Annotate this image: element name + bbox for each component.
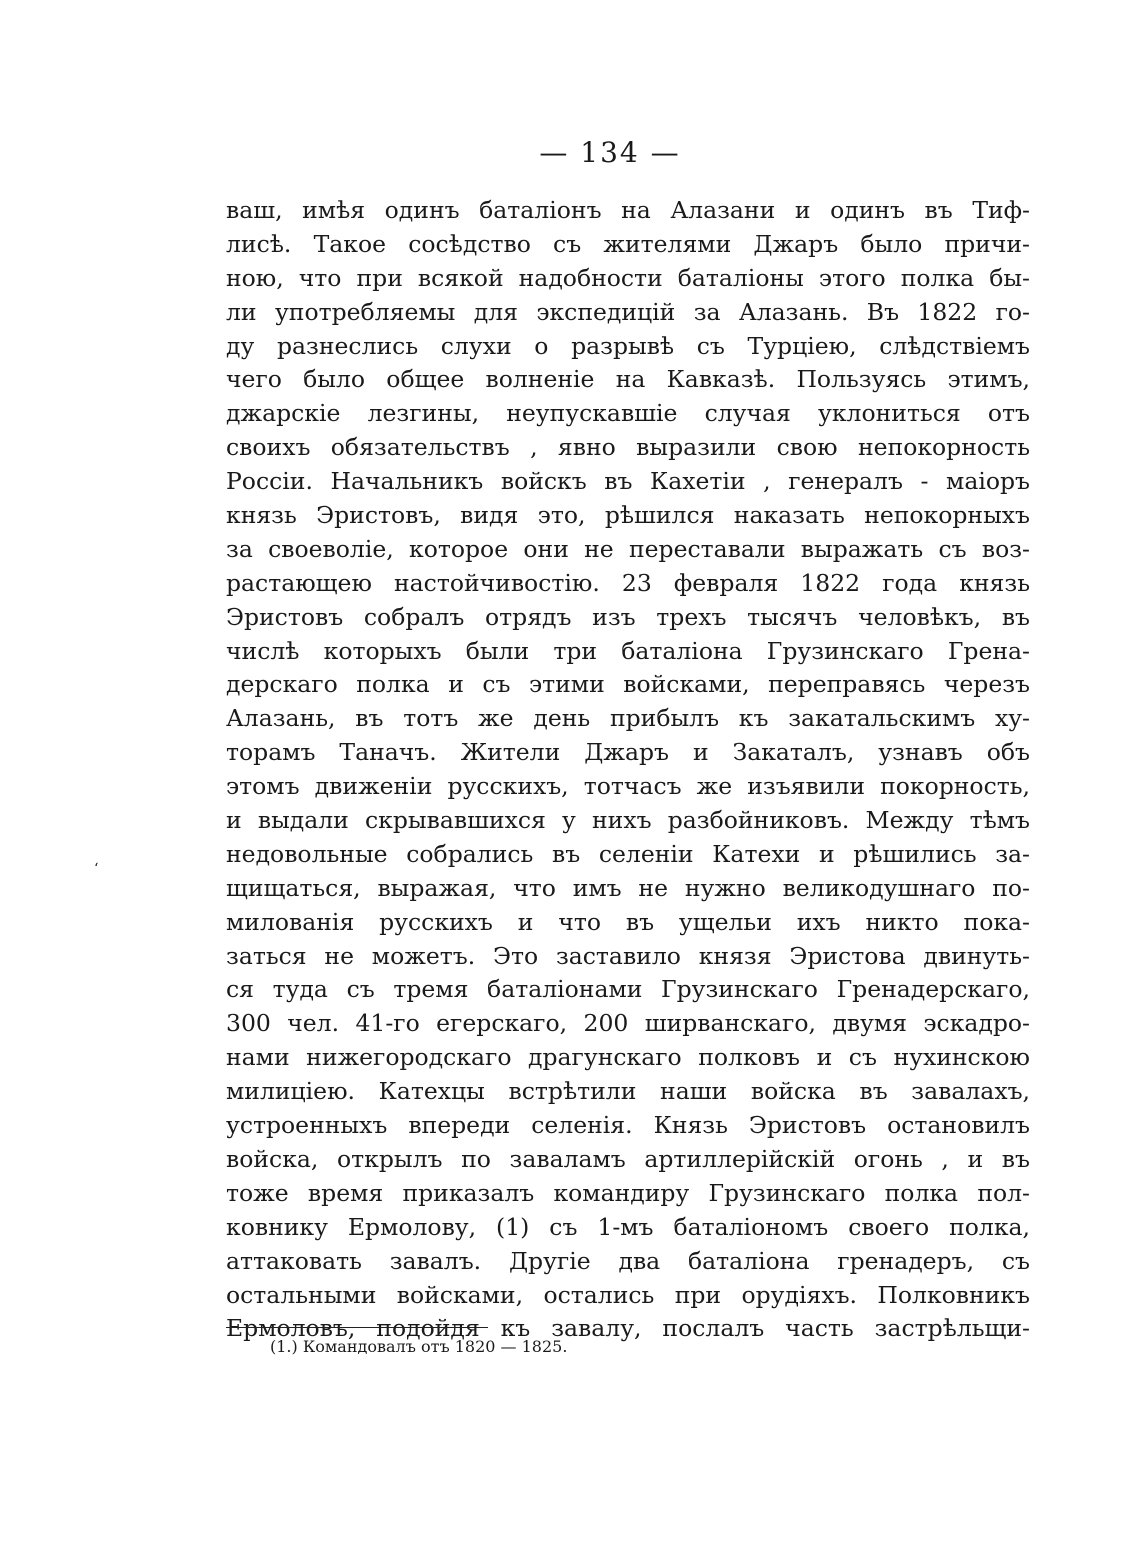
text-line: 300 чел. 41-го егерскаго, 200 ширванскаго, двумя эскадро-: [226, 1009, 1030, 1038]
text-line: ною, что при всякой надобности баталіоны этого полка бы-: [226, 263, 1030, 292]
text-line: остальными войсками, остались при орудіяхъ. Полковникъ: [226, 1280, 1030, 1309]
text-line: ли употребляемы для экспедицій за Алазань. Въ 1822 го-: [226, 297, 1030, 326]
text-line: ся туда съ тремя баталіонами Грузинскаго Гренадерскаго,: [226, 975, 1030, 1004]
text-line: ковнику Ермолову, (1) съ 1-мъ баталіономъ своего полка,: [226, 1212, 1030, 1241]
text-line: Алазань, въ тотъ же день прибылъ къ закатальскимъ ху-: [226, 704, 1030, 733]
text-line: заться не можетъ. Это заставило князя Эристова двинуть-: [226, 941, 1030, 970]
text-line: Ермоловъ, подойдя къ завалу, послалъ часть застрѣльщи-: [226, 1314, 1030, 1343]
text-line: числѣ которыхъ были три баталіона Грузинскаго Грена-: [226, 636, 1030, 665]
footnote-divider: [226, 1327, 488, 1328]
text-line: и выдали скрывавшихся у нихъ разбойниковъ. Между тѣмъ: [226, 806, 1030, 835]
text-line: джарскіе лезгины, неупускавшіе случая уклониться отъ: [226, 399, 1030, 428]
text-line: устроенныхъ впереди селенія. Князь Эристовъ остановилъ: [226, 1111, 1030, 1140]
text-line: Эристовъ собралъ отрядъ изъ трехъ тысячъ человѣкъ, въ: [226, 602, 1030, 631]
text-line: своихъ обязательствъ , явно выразили свою непокорность: [226, 433, 1030, 462]
text-line: аттаковать завалъ. Другіе два баталіона гренадеръ, съ: [226, 1246, 1030, 1275]
text-line: милованія русскихъ и что въ ущельи ихъ никто пока-: [226, 907, 1030, 936]
text-line: чего было общее волненіе на Кавказѣ. Пользуясь этимъ,: [226, 365, 1030, 394]
text-line: ду разнеслись слухи о разрывѣ съ Турціею, слѣдствіемъ: [226, 331, 1030, 360]
text-line: растающею настойчивостію. 23 февраля 1822 года князь: [226, 568, 1030, 597]
margin-mark: ‘: [94, 861, 99, 877]
text-line: Россіи. Начальникъ войскъ въ Кахетіи , генералъ - маіоръ: [226, 467, 1030, 496]
text-line: нами нижегородскаго драгунскаго полковъ и съ нухинскою: [226, 1043, 1030, 1072]
text-line: милиціею. Катехцы встрѣтили наши войска въ завалахъ,: [226, 1077, 1030, 1106]
text-line: за своеволіе, которое они не переставали выражать съ воз-: [226, 534, 1030, 563]
text-line: войска, открылъ по заваламъ артиллерійскій огонь , и въ: [226, 1144, 1030, 1173]
text-line: лисѣ. Такое сосѣдство съ жителями Джаръ было причи-: [226, 229, 1030, 258]
text-line: князь Эристовъ, видя это, рѣшился наказать непокорныхъ: [226, 501, 1030, 530]
body-text: [226, 194, 1030, 1346]
text-line: дерскаго полка и съ этими войсками, переправясь черезъ: [226, 670, 1030, 699]
page-number: — 134 —: [539, 136, 681, 169]
text-line: щищаться, выражая, что имъ не нужно великодушнаго по-: [226, 873, 1030, 902]
text-line: ваш, имѣя одинъ баталіонъ на Алазани и одинъ въ Тиф-: [226, 196, 1030, 224]
footnote: (1.) Командовалъ отъ 1820 — 1825.: [270, 1337, 568, 1356]
text-line: этомъ движеніи русскихъ, тотчасъ же изъявили покорность,: [226, 772, 1030, 801]
text-line: торамъ Таначъ. Жители Джаръ и Закаталъ, узнавъ объ: [226, 738, 1030, 767]
text-line: недовольные собрались въ селеніи Катехи и рѣшились за-: [226, 839, 1030, 868]
text-line: тоже время приказалъ командиру Грузинскаго полка пол-: [226, 1178, 1030, 1207]
